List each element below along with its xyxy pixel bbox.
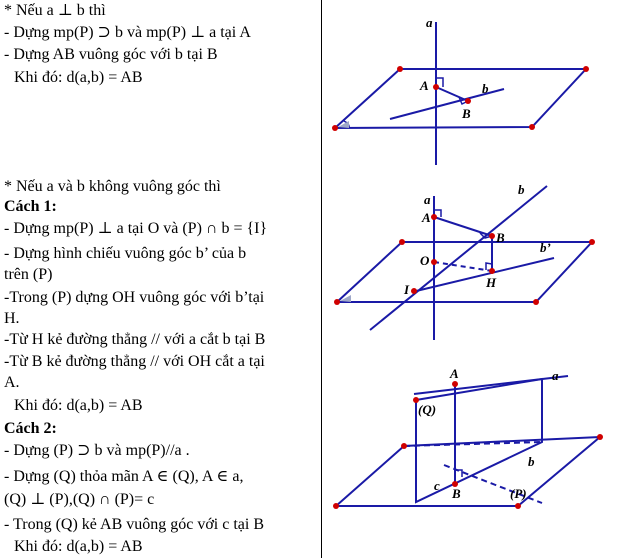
figure-2 (337, 186, 592, 340)
label-B-fig3: B (452, 486, 461, 501)
case1-step2: - Dựng AB vuông góc với b tại B (4, 46, 218, 63)
method1-step5-cont: A. (4, 374, 20, 391)
figure-3 (336, 376, 600, 506)
line-a-fig3 (414, 376, 568, 394)
method2-result: Khi đó: d(a,b) = AB (14, 538, 143, 555)
label-H-fig2: H (486, 275, 497, 290)
label-a-fig3: a (552, 368, 559, 383)
segment-ab-fig2 (434, 217, 492, 236)
label-b-fig1: b (482, 81, 489, 96)
label-A-fig2: A (422, 210, 431, 225)
method2-step1: - Dựng (P) ⊃ b và mp(P)//a . (4, 442, 190, 459)
plane-p-fig2 (337, 242, 592, 302)
method1-step2: - Dựng hình chiếu vuông góc b’ của b (4, 245, 247, 262)
figures-panel (322, 0, 619, 558)
label-b-fig2: b (518, 182, 525, 197)
segment-ab-fig1 (436, 87, 468, 101)
line-b-fig2 (370, 186, 547, 330)
method1-result: Khi đó: d(a,b) = AB (14, 397, 143, 414)
method1-step5: -Từ B kẻ đường thẳng // với OH cắt a tại (4, 353, 265, 370)
label-A-fig1: A (420, 78, 429, 93)
label-c-fig3: c (434, 478, 440, 493)
method1-step2-cont: trên (P) (4, 266, 53, 283)
method1-step3-cont: H. (4, 310, 20, 327)
method1-step4: -Từ H kẻ đường thẳng // với a cắt b tại B (4, 331, 266, 348)
label-I-fig2: I (404, 282, 410, 297)
label-a-fig2: a (424, 192, 431, 207)
label-b-prime-fig2: b’ (540, 240, 551, 255)
method1-step1: - Dựng mp(P) ⊥ a tại O và (P) ∩ b = {I} (4, 220, 268, 237)
case2-heading: * Nếu a và b không vuông góc thì (4, 178, 221, 195)
figure-1 (335, 22, 586, 165)
label-O-fig2: O (420, 253, 430, 268)
method2-step2-cont: (Q) ⊥ (P),(Q) ∩ (P)= c (4, 491, 155, 508)
case1-step1: - Dựng mp(P) ⊃ b và mp(P) ⊥ a tại A (4, 24, 251, 41)
method2-heading: Cách 2: (4, 420, 57, 437)
label-B-fig2: B (496, 230, 505, 245)
case1-heading: * Nếu a ⊥ b thì (4, 2, 106, 19)
plane-p-fig3 (336, 437, 600, 506)
label-a-fig1: a (426, 15, 433, 30)
label-A-fig3: A (450, 366, 459, 381)
label-Q-fig3: (Q) (418, 402, 437, 417)
method2-step2: - Dựng (Q) thỏa mãn A ∈ (Q), A ∈ a, (4, 468, 244, 485)
method1-heading: Cách 1: (4, 198, 57, 215)
case1-result: Khi đó: d(a,b) = AB (14, 69, 143, 86)
label-B-fig1: B (462, 106, 471, 121)
label-P-fig3: (P) (510, 486, 527, 501)
method2-step3: - Trong (Q) kẻ AB vuông góc với c tại B (4, 516, 265, 533)
method1-step3: -Trong (P) dựng OH vuông góc với b’tại (4, 289, 265, 306)
label-b-fig3: b (528, 454, 535, 469)
